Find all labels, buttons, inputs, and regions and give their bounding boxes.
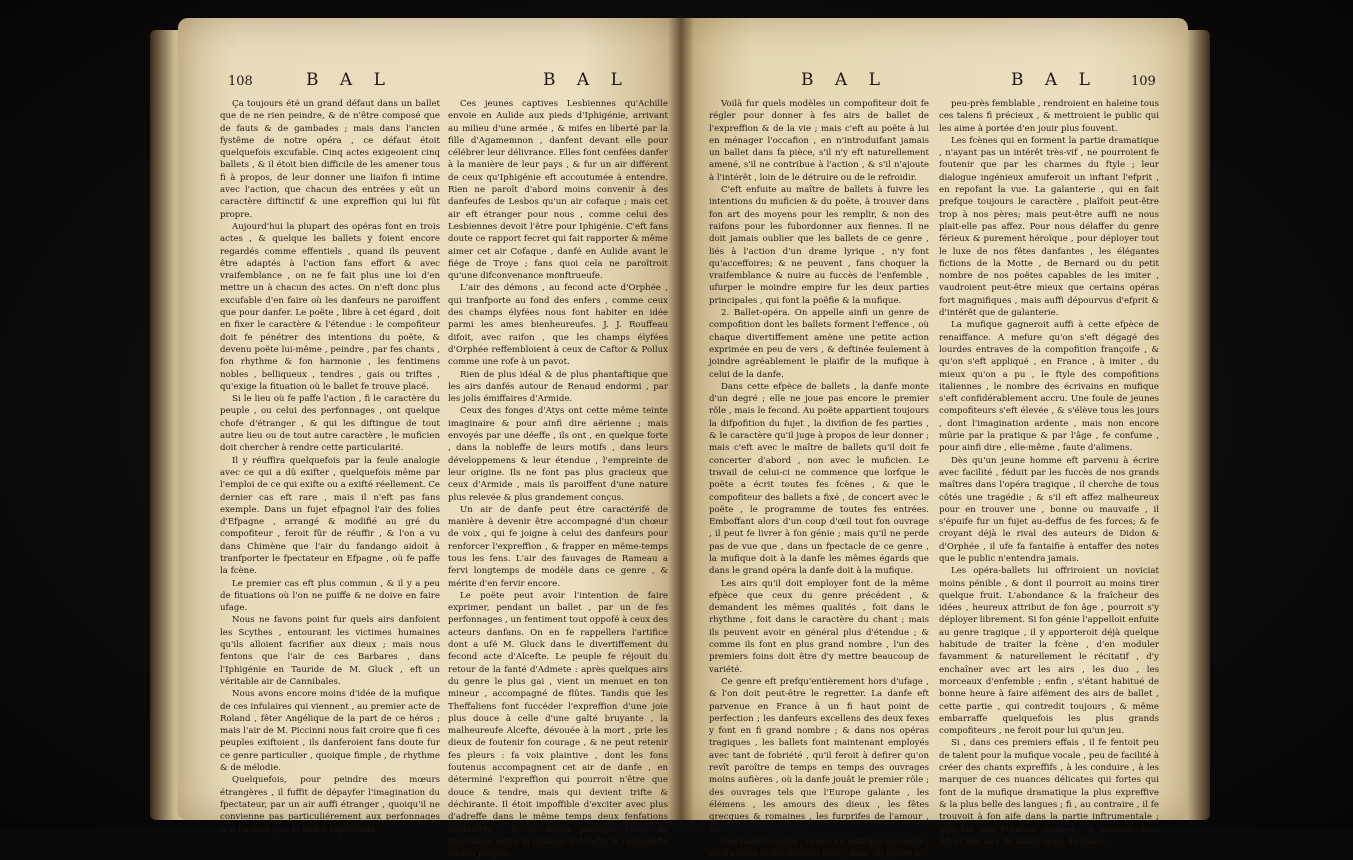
- right-running-head-1: B A L: [801, 70, 888, 90]
- paragraph: Un air de danfe peut être caractérifé de manière à devenir être accompagné d'un chœur de voix , qui fe joigne à celui des danfeurs pour renforcer l'expreffion , & frapper en même-temps tous les fens. L'air des fauvages de Rameau a fervi longtemps de modèle dans ce genre , & mérite d'en fervir encore.: [448, 504, 668, 589]
- paragraph: L'air des démons , au fecond acte d'Orphée , qui tranfporte au fond des enfers , comme ceux des champs élyfées nous font habiter en idée parmi les ames bienheureufes. J. J. Rouffeau difoit, avec raifon , que les champs élyfées d'Orphée reffembloient à ceux de Caftor & Pollux comme une rofe à un pavot.: [448, 283, 668, 368]
- paragraph: Ces ballets-opéra , remis en mufique nouvelle , ou d'autres nouvellement faits , dans un genre à-: [709, 836, 929, 860]
- right-column-1: [709, 98, 929, 860]
- paragraph: Si , dans ces premiers effais , il fe fentoit peu de talent pour la mufique vocale , peu de facilité à créer des chants expreffifs , à les conduire , à les marquer de ces nuances délicates qui fortes qui font de la mufique dramatique la plus expreffive & la plus belle des langues ; fi , au contraire , il fe trouvoit à fon aife dans la partie inftrumentale ; que fur une fituation donnée , il inventât fans effort des airs de ballet vrais, brillans ,: [939, 738, 1159, 847]
- paragraph: Nous ne favons point fur quels airs danfoient les Scythes , entourant les victimes humaines qu'ils alloient facrifier aux dieux ; mais nous fentons que l'air de ces Barbares , dans l'Iphigénie en Tauride de M. Gluck , eft un véritable air de Cannibales.: [220, 615, 440, 687]
- left-column-2: [448, 98, 668, 860]
- paragraph: Il y réuffira quelquefois par la feule analogie avec ce qui a dû exifter , quelquefois même par l'emploi de ce qui exifte ou a exifté réellement. Ce dernier cas eft rare , mais il n'eft pas fans exemple. Dans un fujet efpagnol l'air des folies d'Efpagne , arrangé & modifié au gré du compofiteur , feroit fûr de réuffir , & l'on a vu dans Chimène que l'air du fandango aidoit à tranfporter le fpectateur en Efpagne , où fe paffe la fcène.: [220, 455, 440, 577]
- paragraph: Quelquefois, pour peindre des mœurs étrangères , il fuffit de dépayfer l'imagination du fpectateur, par un air auffi étranger , quoiqu'il ne convienne pas particuliérement aux perfonnages & à l'action que le ballet repréfente.: [220, 775, 440, 835]
- right-running-head: [681, 70, 1188, 96]
- book-gutter: [668, 18, 694, 820]
- paragraph: Ce genre eft prefqu'entièrement hors d'ufage , & l'on doit peut-être le regretter. La danfe eft parvenue en France à un fi haut point de perfection ; les danfeurs excellens des deux fexes y font en fi grand nombre ; & dans nos opéras tragiques , les ballets font maintenant employés avec tant de fobriété , qu'il feroit à defirer qu'on revît paroître de temps en temps des ouvrages moins aufières , où la danfe jouât le premier rôle ; des ouvrages tels que l'Europe galante , les élémens , les amours des dieux , les fêtes grecques & romaines , les furprifes de l'amour , &c.: [709, 676, 929, 835]
- paragraph: La mufique gagneroit auffi à cette efpèce de renaiffance. A mefure qu'on s'eft dégagé des lourdes entraves de la compofition françoife , & qu'on s'eft appliqué , en France , à imiter , du mieux qu'on a pu , le ftyle des compofitions italiennes , le nombre des écrivains en mufique s'eft confidérablement accru. Une foule de jeunes compofiteurs s'eft élevée , & s'élève tous les jours , dont l'imagination ardente , mais non encore mûrie par la pratique & par l'âge , fe confume , pour ainfi dire , elle-même , faute d'alimens.: [939, 320, 1159, 454]
- left-running-head: [178, 70, 681, 96]
- right-page-number: 109: [1131, 74, 1156, 89]
- paragraph: 2. Ballet-opéra. On appelle ainfi un genre de compofition dont les ballets forment l'effence , où chaque divertiffement amène une petite action exprimée en peu de vers , & deftinée feulement à joindre agréablement le plaifir de la mufique à celui de la danfe.: [709, 308, 929, 380]
- paragraph: Dans cette efpèce de ballets , la danfe monte d'un degré ; elle ne joue pas encore le premier rôle , mais le fecond. Au poëte appartient toujours la difpofition du fujet , la divifion de fes parties , & le caractère qu'il juge à propos de leur donner ; mais c'eft avec le maître de ballets qu'il doit fe concerter d'abord , non avec le muficien. Le travail de celui-ci ne commence que lorfque le poëte a écrit toutes fes fcènes , & que le compofiteur des ballets a fixé , de concert avec le poëte , le programme de toutes fes entrées. Emboffant alors d'un coup d'œil tout fon ouvrage , il peut fe livrer à fon génie ; mais qu'il ne perde pas de vue que , dans un fpectacle de ce genre , la mufique doit à la danfe les mêmes égards que dans le grand opéra la danfe doit à la mufique.: [709, 381, 929, 577]
- paragraph: C'eft enfuite au maître de ballets à fuivre les intentions du muficien & du poëte, à trouver dans fon art des moyens pour les remplir, & non des raifons pour les fubordonner aux fiennes. Il ne doit jamais oublier que les ballets de ce genre , liés à l'action d'un drame lyrique , n'y font qu'acceffoires; & ne peuvent , fans choquer la vraifemblance & nuire au fuccès de l'enfemble , ufurper le moindre empire fur les deux parties principales , qui font la poëfie & la mufique.: [709, 185, 929, 306]
- paragraph: Ça toujours été un grand défaut dans un ballet que de ne rien peindre, & de n'être composé que de fauts & de gambades ; mais dans l'ancien fystême de notre opéra , ce défaut étoit quelquefois excufable. Cinq actes exigeoient cinq ballets , & il étoit bien difficile de les amener tous fi à propos, de leur donner une liaifon fi intime avec l'action, que chacun des entrées y eût un caractère diftinctif & une expreffion qui lui fût propre.: [220, 99, 440, 220]
- paragraph: Aujourd'hui la plupart des opéras font en trois actes , & quelque les ballets y foient encore regardés comme effentiels , quand ils peuvent être adaptés à l'action fans effort & avec vraifemblance , on ne fe fait plus une loi d'en mettre un à chacun des actes. On n'eft donc plus excufable d'en faire où les danfeurs ne paroiffent que pour danfer. Le poëte , libre à cet égard , doit en fixer le caractère & l'étendue : le compofiteur doit fe pénétrer des intentions du poëte, & devenu poëte lui-même , peindre , par fes chants , fon rhythme & fon harmonie , les fentimens nobles , belliqueux , tendres , gais ou triftes , qu'exige la fituation où le ballet fe trouve placé.: [220, 221, 440, 392]
- right-column-2: [939, 98, 1159, 848]
- paragraph: Le premier cas eft plus commun , & il y a peu de fituations où l'on ne puiffe & ne doive en faire ufage.: [220, 578, 440, 614]
- left-page-number: 108: [228, 74, 253, 89]
- left-running-head-1: B A L: [306, 70, 393, 90]
- paragraph: Dès qu'un jeune homme eft parvenu à écrire avec facilité , féduit par les fuccès de nos grands maîtres dans l'opéra tragique , il cherche de tous côtés une tragédie ; & s'il eft affez malheureux pour en trouver une , bonne ou mauvaife , il s'épuife fur un fujet au-deffus de fes forces; & fe croyant déjà le rival des auteurs de Didon & d'Orphée , il ufe fa fantaifie à entaffer des notes que le public n'entendra jamais.: [939, 455, 1159, 564]
- paragraph: Les opéra-ballets lui offriroient un noviciat moins pénible , & dont il pourroit au moins tirer quelque fruit. L'abondance & la fraîcheur des idées , heureux attribut de fon âge , pourroit s'y déployer librement. Si fon génie l'appelloit enfuite au genre tragique , il y apporteroit déjà quelque habitude de traiter la fcène , d'en moduler favamment & naturellement le récitatif , d'y enchaîner avec art les airs , les duo , les morceaux d'enfemble ; enfin , s'étant habitué de bonne heure à faire aifément des airs de ballet , cette partie , qui contredit toujours , & même embarraffe quelquefois les plus grands compofiteurs , ne feroit pour lui qu'un jeu.: [939, 566, 1159, 737]
- paragraph: peu-près femblable , rendroient en haleine tous ces talens fi précieux , & mettroient le public qui les aime à portée d'en jouir plus fouvent.: [939, 99, 1159, 134]
- paragraph: Nous avons encore moins d'idée de la mufique de ces infulaires qui viennent , au premier acte de Roland , fêter Angélique de la part de ce héros ; mais l'air de M. Piccinni nous fait croire que fi ces peuples exiftoient , ils danferoient fans doute fur ce genre particulier , quoique fimple , de rhythme & de mélodie.: [220, 689, 440, 774]
- left-running-head-2: B A L: [543, 70, 630, 90]
- right-running-head-2: B A L: [1011, 70, 1098, 90]
- paragraph: Si le lieu où fe paffe l'action , fi le caractère du peuple , ou celui des perfonnages , ont quelque chofe d'étranger , & qui les diftingue de tout autre lieu ou de tout autre caractère , le muficien doit chercher à rendre cette particularité.: [220, 394, 440, 454]
- paragraph: Ceux des fonges d'Atys ont cette même teinte imaginaire & pour ainfi dire aërienne ; mais envoyés par une déeffe , ils ont , en quelque forte , dans la nobleffe de leurs motifs , dans leurs développemens & leur étendue , l'empreinte de leur origine. Ils ne font pas plus gracieux que ceux d'Armide , mais ils paroiffent d'une nature plus relevée & plus grandement conçus.: [448, 406, 668, 503]
- paragraph: Rien de plus idéal & de plus phantaftique que les airs danfés autour de Renaud endormi , par les jolis émiffaires d'Armide.: [448, 369, 668, 405]
- paragraph: Voilà fur quels modèles un compofiteur doit fe régler pour donner à fes airs de ballet de l'expreffion & de la vie ; mais c'eft au poëte à lui en ménager l'occafion , en n'introduifant jamais un ballet dans fa pièce, s'il n'y eft naturellement amené, s'il ne contribue à l'action , & s'il n'ajoute à l'intérêt , loin de le détruire ou de le refroidir.: [709, 99, 929, 183]
- paragraph: Ces jeunes captives Lesbiennes qu'Achille envoie en Aulide aux pieds d'Iphigénie, arrivant au milieu d'une armée , & mifes en liberté par la fille d'Agamemnon , danfent devant elle pour célébrer leur délivrance. Elles font cenfées danfer à la manière de leur pays , & fur un air différent de ceux qu'Iphigénie eft accoutumée à entendre. Rien ne paroît d'abord moins convenir à des danfeufes de Lesbos qu'un air cofaque ; mais cet air eft étranger pour nous , comme celui des Lesbiennes devoit l'être pour Iphigénie. C'eft fans doute ce rapport fecret qui fait rapporter & même aimer cet air Cofaque , danfé en Aulide avant le fiége de Troye ; fans quoi cela ne paroîtroit qu'une difconvenance monftrueufe.: [448, 99, 668, 282]
- paragraph: Le poëte peut avoir l'intention de faire exprimer, pendant un ballet , par un de fes perfonnages , un fentiment tout oppofé à ceux des acteurs danfans. On en fe rappellera l'artifice dont a ufé M. Gluck dans le divertiffement du fecond acte d'Alcefte. Le peuple fe réjouit du retour de la fanté d'Admete : après quelques airs du genre le plus gai , vient un menuet en ton mineur , accompagné de flûtes. Tandis que les Theffaliens font fuccéder l'expreffion d'une joie plus douce à celle d'une gaîté bruyante , la malheureufe Alcefte, dévouée à la mort , prie les dieux de foutenir fon courage , & ne peut retenir fes pleurs : fa voix plaintive , dont les fons foutenus accompagnent cet air de danfe , en déterminé l'expreffion qui pourroit n'être que douce & tendre, mais qui devient trifte & déchirante. Il étoit impoffible d'exciter avec plus d'adreffe dans le même temps deux fenfations contraires , & de mieux partager l'ame du fpectateur entre la douleur d'Alcefte & l'allégreffe de fon peuple.: [448, 590, 668, 860]
- left-column-1: [220, 98, 440, 836]
- paragraph: Les airs qu'il doit employer font de la même efpèce que ceux du genre précédent , & demandent les mêmes qualités , foit dans le rhythme , foit dans le caractère du chant ; mais ils peuvent avoir en général plus d'étendue ; & comme ils font en plus grand nombre , l'un des premiers foins doit être d'y mettre beaucoup de variété.: [709, 578, 929, 675]
- right-page: [681, 18, 1188, 860]
- left-page: [178, 18, 681, 860]
- paragraph: Les fcènes qui en forment la partie dramatique , n'ayant pas un intérêt très-vif , ne pourroient fe foutenir que par les charmes du ftyle ; leur dialogue ingénieux amuferoit un inftant l'efprit , en repofant la vue. La galanterie , qui en fait prefque toujours le caractère , plaîfoit peut-être trop à nos pères; mais peut-être auffi ne nous plait-elle pas affez. Pour nous délaffer du genre férieux & purement héroïque , pour déployer tout le luxe de nos fêtes danfantes , les élégantes fictions de la Motte , de Bernard ou du petit nombre de nos poëtes capables de les imiter , vaudroient peut-être mieux que certains opéras fort magnifiques , mais auffi dépourvus d'efprit & d'intérêt que de galanterie.: [939, 135, 1159, 319]
